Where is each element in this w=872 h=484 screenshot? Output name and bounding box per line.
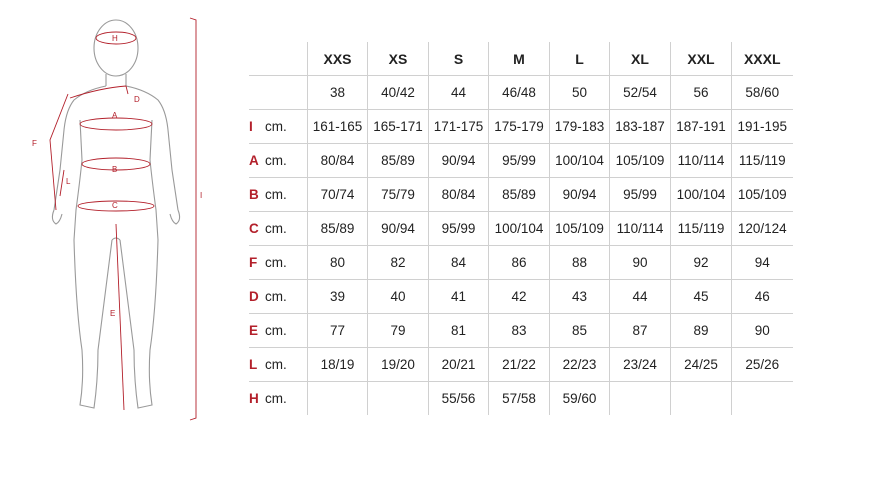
measurement-unit: cm. [265, 178, 308, 212]
table-cell: 86 [489, 246, 550, 280]
measurement-key: C [249, 212, 265, 246]
measurement-unit: cm. [265, 110, 308, 144]
measurement-row-h [249, 382, 793, 416]
size-chart-table [249, 42, 793, 415]
table-cell [732, 382, 793, 416]
table-cell: 89 [671, 314, 732, 348]
table-cell: 90 [732, 314, 793, 348]
header-blank [249, 42, 265, 76]
table-cell [671, 382, 732, 416]
size-number-cell: 52/54 [610, 76, 671, 110]
table-cell: 90/94 [368, 212, 429, 246]
size-header: XS [368, 42, 429, 76]
table-cell: 43 [550, 280, 610, 314]
table-cell: 79 [368, 314, 429, 348]
table-cell: 20/21 [429, 348, 489, 382]
measurement-unit: cm. [265, 382, 308, 416]
size-chart-body [249, 42, 793, 415]
label-l: L [66, 177, 71, 186]
size-number-cell: 38 [308, 76, 368, 110]
size-header: XXS [308, 42, 368, 76]
table-cell: 94 [732, 246, 793, 280]
body-measurement-figure [20, 10, 220, 430]
size-header: L [550, 42, 610, 76]
label-h: H [112, 34, 118, 43]
measurement-key: F [249, 246, 265, 280]
table-cell: 161-165 [308, 110, 368, 144]
table-cell: 44 [610, 280, 671, 314]
size-header: XXL [671, 42, 732, 76]
size-number-cell: 44 [429, 76, 489, 110]
table-cell: 100/104 [550, 144, 610, 178]
table-cell: 45 [671, 280, 732, 314]
table-cell: 183-187 [610, 110, 671, 144]
table-cell: 110/114 [610, 212, 671, 246]
measurement-key: A [249, 144, 265, 178]
measurement-row-b [249, 178, 793, 212]
size-number-row [249, 76, 793, 110]
table-cell: 82 [368, 246, 429, 280]
table-cell: 115/119 [732, 144, 793, 178]
body-outline [52, 20, 179, 408]
size-number-cell: 58/60 [732, 76, 793, 110]
table-cell [368, 382, 429, 416]
measurement-labels [32, 34, 202, 318]
measurement-unit: cm. [265, 314, 308, 348]
table-cell: 55/56 [429, 382, 489, 416]
table-cell: 87 [610, 314, 671, 348]
measurement-key: I [249, 110, 265, 144]
label-d: D [134, 95, 140, 104]
table-cell: 92 [671, 246, 732, 280]
table-cell: 46 [732, 280, 793, 314]
measurement-unit: cm. [265, 246, 308, 280]
label-b: B [112, 165, 118, 174]
table-cell: 84 [429, 246, 489, 280]
table-cell: 179-183 [550, 110, 610, 144]
table-cell: 41 [429, 280, 489, 314]
table-cell: 175-179 [489, 110, 550, 144]
measurement-row-f [249, 246, 793, 280]
row-blank [265, 76, 308, 110]
size-number-cell: 46/48 [489, 76, 550, 110]
table-cell: 19/20 [368, 348, 429, 382]
label-a: A [112, 111, 118, 120]
table-cell: 187-191 [671, 110, 732, 144]
table-cell: 70/74 [308, 178, 368, 212]
label-e: E [110, 309, 116, 318]
table-cell: 115/119 [671, 212, 732, 246]
measurement-row-i [249, 110, 793, 144]
table-cell: 25/26 [732, 348, 793, 382]
table-cell: 85/89 [368, 144, 429, 178]
table-cell: 39 [308, 280, 368, 314]
size-header: M [489, 42, 550, 76]
measurement-row-d [249, 280, 793, 314]
measurement-row-c [249, 212, 793, 246]
table-cell: 40 [368, 280, 429, 314]
size-number-cell: 50 [550, 76, 610, 110]
measurement-row-l [249, 348, 793, 382]
table-cell: 83 [489, 314, 550, 348]
table-cell: 22/23 [550, 348, 610, 382]
measurement-unit: cm. [265, 144, 308, 178]
table-cell: 85/89 [308, 212, 368, 246]
table-cell: 21/22 [489, 348, 550, 382]
table-cell: 95/99 [489, 144, 550, 178]
size-number-cell: 56 [671, 76, 732, 110]
table-cell: 120/124 [732, 212, 793, 246]
size-header: XXXL [732, 42, 793, 76]
measurement-key: H [249, 382, 265, 416]
header-row [249, 42, 793, 76]
table-cell: 105/109 [732, 178, 793, 212]
table-cell: 100/104 [489, 212, 550, 246]
measurement-key: L [249, 348, 265, 382]
table-cell: 57/58 [489, 382, 550, 416]
table-cell: 80/84 [308, 144, 368, 178]
table-cell: 85/89 [489, 178, 550, 212]
measurement-key: B [249, 178, 265, 212]
label-i: I [200, 191, 203, 200]
table-cell: 24/25 [671, 348, 732, 382]
header-blank [265, 42, 308, 76]
table-cell: 110/114 [671, 144, 732, 178]
table-cell: 23/24 [610, 348, 671, 382]
table-cell: 105/109 [610, 144, 671, 178]
table-cell: 59/60 [550, 382, 610, 416]
table-cell: 88 [550, 246, 610, 280]
table-cell: 191-195 [732, 110, 793, 144]
table-cell: 90 [610, 246, 671, 280]
size-header: XL [610, 42, 671, 76]
size-header: S [429, 42, 489, 76]
table-cell: 75/79 [368, 178, 429, 212]
table-cell: 105/109 [550, 212, 610, 246]
measurement-lines [50, 18, 196, 420]
row-blank [249, 76, 265, 110]
label-c: C [112, 201, 118, 210]
table-cell: 85 [550, 314, 610, 348]
table-cell: 95/99 [610, 178, 671, 212]
table-cell: 42 [489, 280, 550, 314]
size-number-cell: 40/42 [368, 76, 429, 110]
table-cell: 18/19 [308, 348, 368, 382]
table-cell: 81 [429, 314, 489, 348]
measurement-key: E [249, 314, 265, 348]
measurement-key: D [249, 280, 265, 314]
table-cell: 171-175 [429, 110, 489, 144]
label-f: F [32, 139, 37, 148]
measurement-unit: cm. [265, 348, 308, 382]
table-cell: 80/84 [429, 178, 489, 212]
table-cell [610, 382, 671, 416]
table-cell: 77 [308, 314, 368, 348]
table-cell: 100/104 [671, 178, 732, 212]
table-cell: 95/99 [429, 212, 489, 246]
measurement-unit: cm. [265, 212, 308, 246]
table-cell: 165-171 [368, 110, 429, 144]
measurement-unit: cm. [265, 280, 308, 314]
table-cell [308, 382, 368, 416]
measurement-row-e [249, 314, 793, 348]
table-cell: 80 [308, 246, 368, 280]
measurement-row-a [249, 144, 793, 178]
table-cell: 90/94 [550, 178, 610, 212]
table-cell: 90/94 [429, 144, 489, 178]
